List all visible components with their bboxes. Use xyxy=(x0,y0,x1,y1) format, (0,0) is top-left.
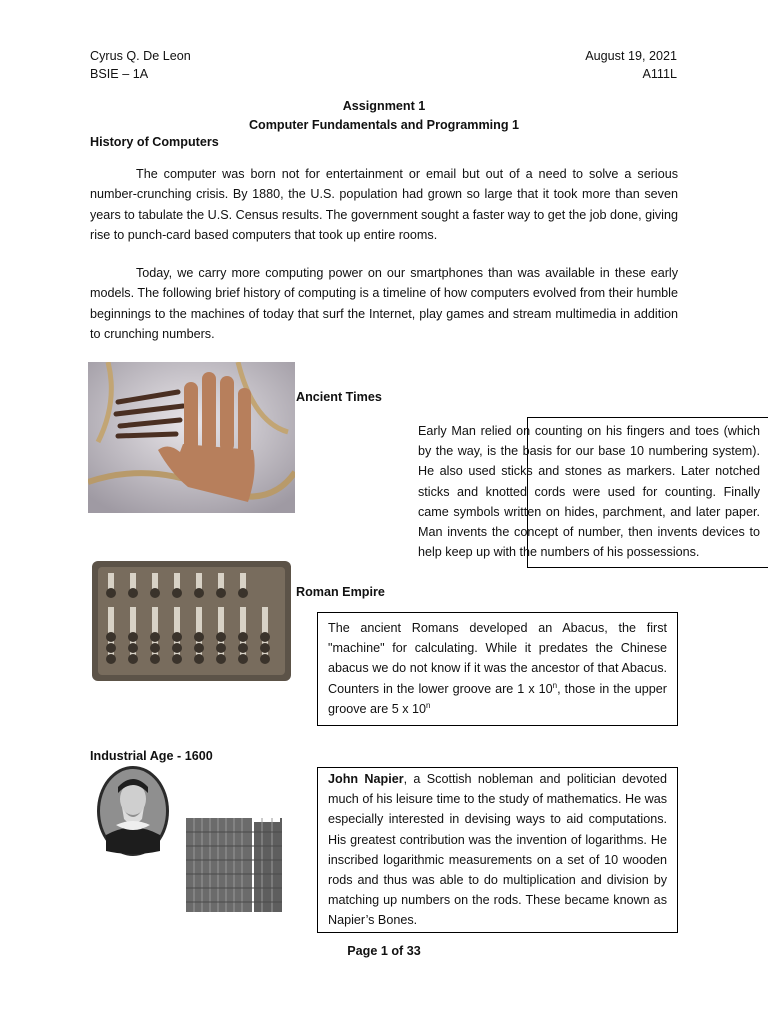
napiers-bones-image xyxy=(184,812,284,914)
napier-portrait-image xyxy=(96,765,170,857)
page-number: Page 1 of 33 xyxy=(347,944,421,958)
ancient-times-heading: Ancient Times xyxy=(296,390,382,404)
topic-heading: History of Computers xyxy=(90,135,219,149)
assignment-title: Assignment 1 xyxy=(342,99,426,113)
hand-counting-image xyxy=(88,362,295,513)
roman-empire-heading: Roman Empire xyxy=(296,585,385,599)
author-name: Cyrus Q. De Leon xyxy=(90,49,191,63)
class-section: BSIE – 1A xyxy=(90,67,149,81)
course-title: Computer Fundamentals and Programming 1 xyxy=(248,118,520,132)
course-code: A111L xyxy=(642,67,677,81)
napier-name: John Napier xyxy=(328,772,404,786)
roman-abacus-image xyxy=(88,557,295,685)
roman-empire-text-box: The ancient Romans developed an Abacus, the first "machine" for calculating. While it predates the Chinese abacus we do not know if it was the ancestor of that Abacus. Counters in the lower groove are 1 x 10$^n$, those in the upper groove are 5 x 10$^n$ xyxy=(317,612,678,726)
industrial-age-heading: Industrial Age - 1600 xyxy=(90,749,213,763)
date: August 19, 2021 xyxy=(585,49,677,63)
intro-paragraph-2: Today, we carry more computing power on our smartphones than was available in these early models. The following brief history of computing is a timeline of how computers evolved from their humble beginnings to the machines of today that surf the Internet, play games and stream multimedia in addition to crunching numbers. xyxy=(90,266,678,341)
intro-paragraph-1: The computer was born not for entertainment or email but out of a need to solve a serious number-crunching crisis. By 1880, the U.S. population had grown so large that it took more than seven years to tabulate the U.S. Census results. The government sought a faster way to get the job done, giving rise to punch-card based computers that took up entire rooms. xyxy=(90,167,678,242)
ancient-times-text: Early Man relied on counting on his fingers and toes (which by the way, is the basis for our base 10 numbering system). He also used sticks and stones as markers. Later notched sticks and knotted cords were used for counting. Finally came symbols written on hides, parchment, and later paper. Man invents the concept of number, then invents devices to help keep up with the numbers of his possessions. xyxy=(418,424,760,560)
industrial-age-text-box: John Napier, a Scottish nobleman and politician devoted much of his leisure time to the study of mathematics. He was especially interested in devising ways to aid computations. His greatest contribution was the invention of logarithms. He inscribed logarithmic measurements on a set of 10 wooden rods and thus was able to do multiplication and division by matching up numbers on the rods. These became known as Napier’s Bones. xyxy=(317,767,678,933)
